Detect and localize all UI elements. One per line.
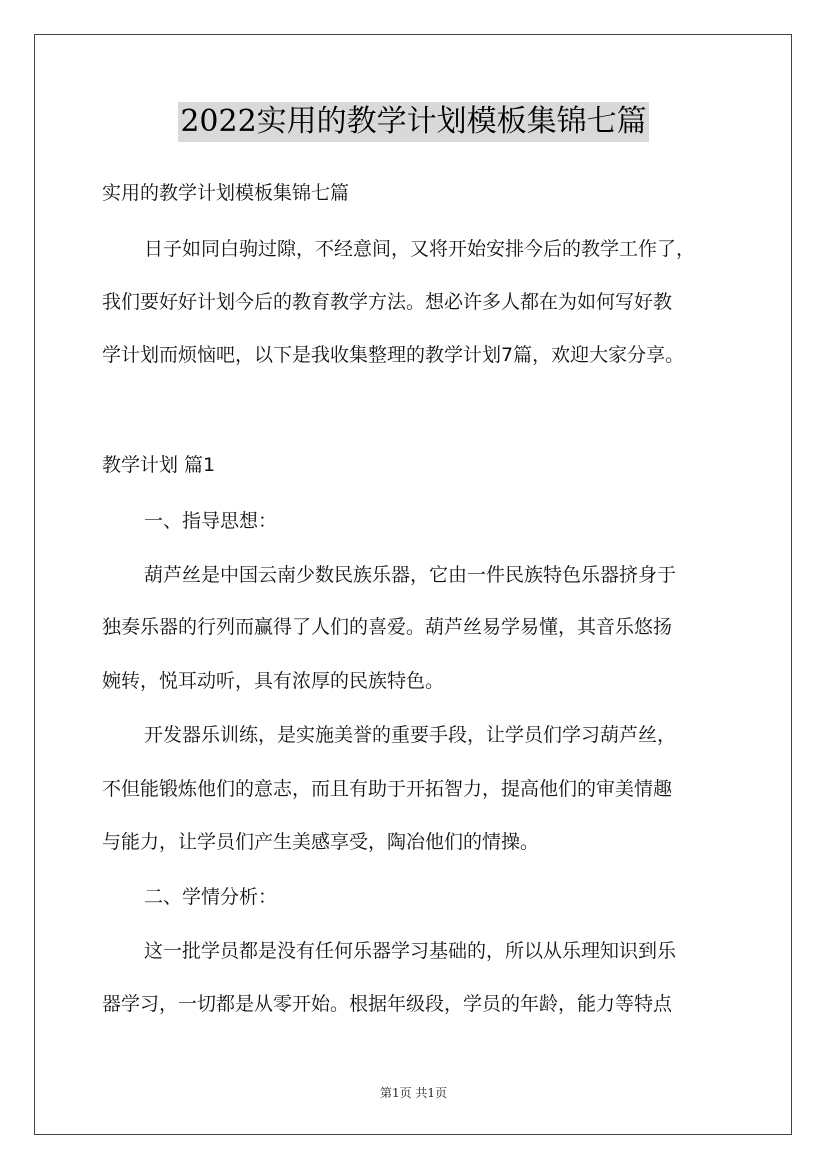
paragraph-line: 不但能锻炼他们的意志，而且有助于开拓智力，提高他们的审美情趣	[102, 778, 673, 800]
title-container	[0, 102, 827, 142]
paragraph-line: 与能力，让学员们产生美感享受，陶冶他们的情操。	[102, 831, 540, 853]
subsection-heading: 一、指导思想：	[144, 510, 278, 532]
paragraph-line: 我们要好好计划今后的教育教学方法。想必许多人都在为如何写好教	[102, 291, 673, 313]
paragraph-line: 葫芦丝是中国云南少数民族乐器，它由一件民族特色乐器挤身于	[144, 564, 677, 586]
subtitle-line: 实用的教学计划模板集锦七篇	[102, 182, 350, 204]
paragraph-line: 器学习，一切都是从零开始。根据年级段，学员的年龄，能力等特点	[102, 993, 673, 1015]
paragraph-line: 日子如同白驹过隙，不经意间，又将开始安排今后的教学工作了，	[144, 238, 696, 260]
paragraph-line: 开发器乐训练，是实施美誉的重要手段，让学员们学习葫芦丝，	[144, 724, 677, 746]
document-title: 2022实用的教学计划模板集锦七篇	[178, 102, 648, 142]
section-heading: 教学计划 篇1	[102, 454, 216, 476]
paragraph-line: 婉转，悦耳动听，具有浓厚的民族特色。	[102, 670, 445, 692]
paragraph-line: 学计划而烦恼吧，以下是我收集整理的教学计划7篇，欢迎大家分享。	[102, 344, 685, 366]
paragraph-line: 这一批学员都是没有任何乐器学习基础的，所以从乐理知识到乐	[144, 940, 677, 962]
page-footer: 第1页 共1页	[379, 1086, 448, 1100]
subsection-heading: 二、学情分析：	[144, 886, 278, 908]
paragraph-line: 独奏乐器的行列而赢得了人们的喜爱。葫芦丝易学易懂，其音乐悠扬	[102, 616, 673, 638]
